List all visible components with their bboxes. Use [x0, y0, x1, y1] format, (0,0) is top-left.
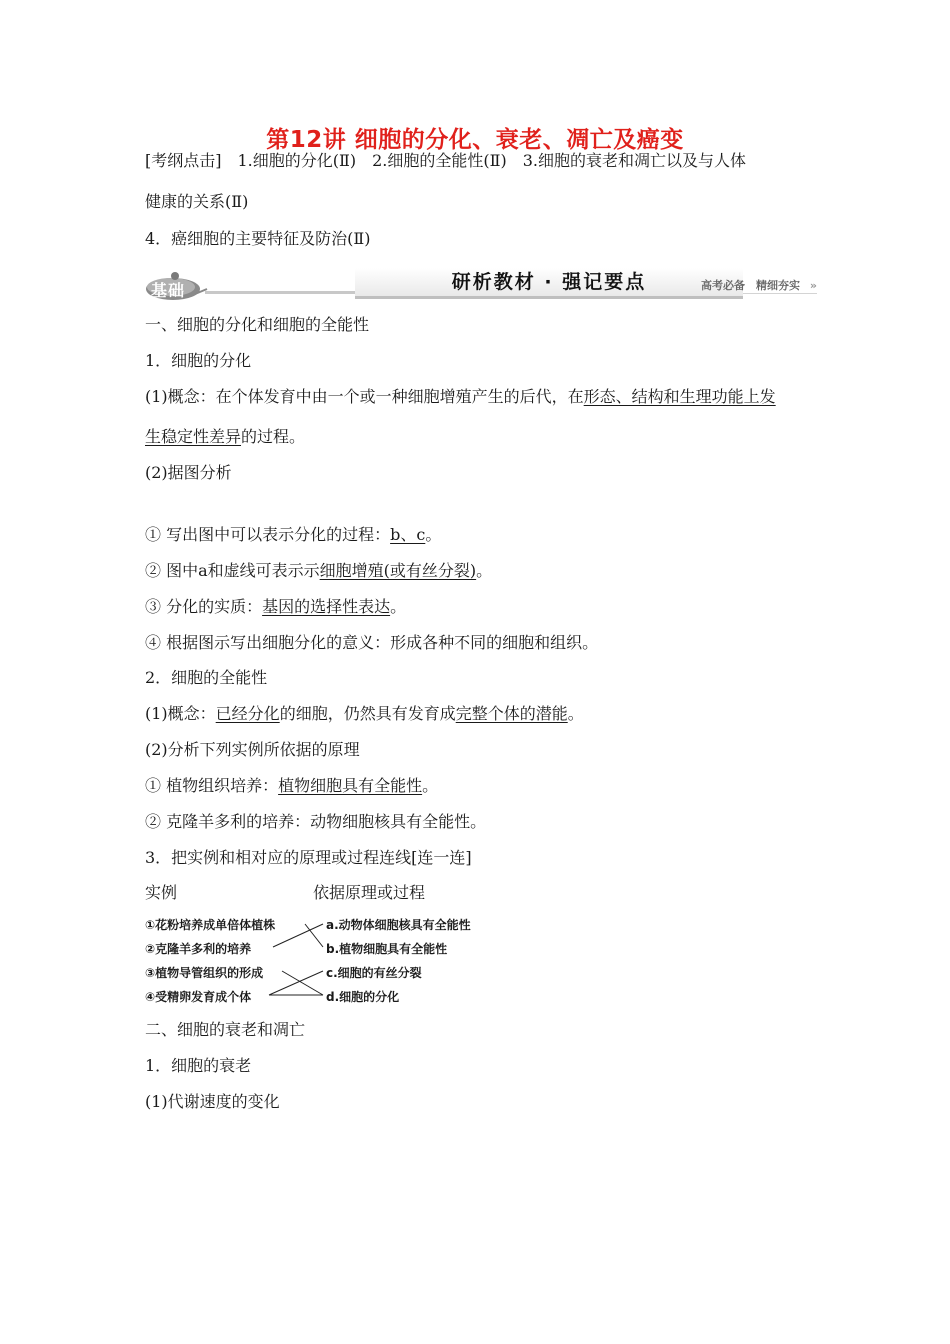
matching-right-b: b.植物细胞具有全能性	[326, 942, 448, 956]
double-chevron-icon: »	[809, 279, 817, 292]
section-banner	[145, 262, 817, 306]
example-1	[145, 775, 438, 797]
question-3-prefix: ③ 分化的实质：	[145, 597, 263, 616]
banner-rule-left	[205, 291, 355, 294]
differentiation-concept-line1	[145, 386, 776, 408]
question-1-suffix: 。	[425, 525, 442, 544]
concept-answer-2: 生稳定性差异	[145, 427, 242, 446]
exam-points-line-2: 健康的关系(Ⅱ)	[145, 192, 249, 211]
line-4-to-c	[269, 971, 323, 995]
matching-right-d: d.细胞的分化	[326, 990, 400, 1004]
banner-rule-right	[743, 293, 817, 294]
matching-left-2: ②克隆羊多利的培养	[145, 942, 252, 956]
question-2-suffix: 。	[476, 561, 493, 580]
line-1-to-b	[305, 924, 323, 947]
section1-heading: 一、细胞的分化和细胞的全能性	[145, 315, 370, 334]
question-1	[145, 524, 441, 546]
concept-answer-1: 形态、结构和生理功能上发	[583, 387, 776, 406]
question-1-answer: b、c	[390, 525, 426, 544]
figure-analysis-heading: (2)据图分析	[145, 463, 232, 482]
question-2	[145, 560, 492, 582]
section2-heading: 二、细胞的衰老和凋亡	[145, 1020, 306, 1039]
question-2-prefix: ② 图中a和虚线可表示示	[145, 561, 320, 580]
section2-item1: (1)代谢速度的变化	[145, 1092, 280, 1111]
matching-left-1: ①花粉培养成单倍体植株	[145, 918, 276, 932]
exam-points-line-3: 4．癌细胞的主要特征及防治(Ⅱ)	[145, 229, 371, 248]
line-3-to-d	[282, 971, 323, 995]
question-3	[145, 596, 406, 618]
concept-suffix: 的过程。	[241, 427, 306, 446]
example-1-suffix: 。	[422, 776, 439, 795]
section1-sub3: 3．把实例和相对应的原理或过程连线[连一连]	[145, 848, 472, 867]
page-title: 第12讲 细胞的分化、衰老、凋亡及癌变	[266, 127, 684, 153]
question-4: ④ 根据图示写出细胞分化的意义：形成各种不同的细胞和组织。	[145, 633, 599, 652]
matching-left-3: ③植物导管组织的形成	[145, 966, 264, 980]
totipotency-answer-1: 已经分化	[215, 704, 280, 723]
matching-col-left-header: 实例	[145, 883, 178, 902]
totipotency-concept	[145, 703, 584, 725]
examples-heading: (2)分析下列实例所依据的原理	[145, 740, 360, 759]
matching-col-right-header: 依据原理或过程	[313, 883, 426, 902]
matching-left-4: ④受精卵发育成个体	[145, 990, 252, 1004]
section1-sub2: 2．细胞的全能性	[145, 668, 268, 687]
differentiation-concept-line2	[145, 426, 305, 448]
banner-tagline-text: 高考必备 精细夯实	[701, 279, 801, 292]
exam-points-line-1: [考纲点击] 1.细胞的分化(Ⅱ) 2.细胞的全能性(Ⅱ) 3.细胞的衰老和凋亡以及与人体	[145, 151, 747, 170]
question-1-prefix: ① 写出图中可以表示分化的过程：	[145, 525, 391, 544]
totipotency-mid: 的细胞，仍然具有发育成	[279, 704, 456, 723]
matching-diagram	[145, 911, 505, 1011]
matching-right-a: a.动物体细胞核具有全能性	[326, 918, 471, 932]
totipotency-answer-2: 完整个体的潜能	[455, 704, 568, 723]
example-2: ② 克隆羊多利的培养：动物细胞核具有全能性。	[145, 812, 487, 831]
example-1-prefix: ① 植物组织培养：	[145, 776, 279, 795]
question-3-suffix: 。	[390, 597, 407, 616]
totipotency-prefix: (1)概念：	[145, 704, 216, 723]
totipotency-suffix: 。	[567, 704, 584, 723]
matching-lines	[145, 911, 505, 1011]
question-2-answer: 细胞增殖(或有丝分裂)	[319, 561, 477, 580]
concept-prefix: (1)概念：在个体发育中由一个或一种细胞增殖产生的后代，在	[145, 387, 584, 406]
banner-badge-label: 基础	[151, 281, 186, 300]
banner-title: 研析教材 · 强记要点	[355, 268, 743, 299]
banner-tagline	[701, 277, 817, 293]
question-3-answer: 基因的选择性表达	[262, 597, 391, 616]
example-1-answer: 植物细胞具有全能性	[278, 776, 423, 795]
section2-sub1: 1．细胞的衰老	[145, 1056, 252, 1075]
matching-right-c: c.细胞的有丝分裂	[326, 966, 422, 980]
section1-sub1: 1．细胞的分化	[145, 351, 252, 370]
line-2-to-a	[273, 924, 323, 947]
